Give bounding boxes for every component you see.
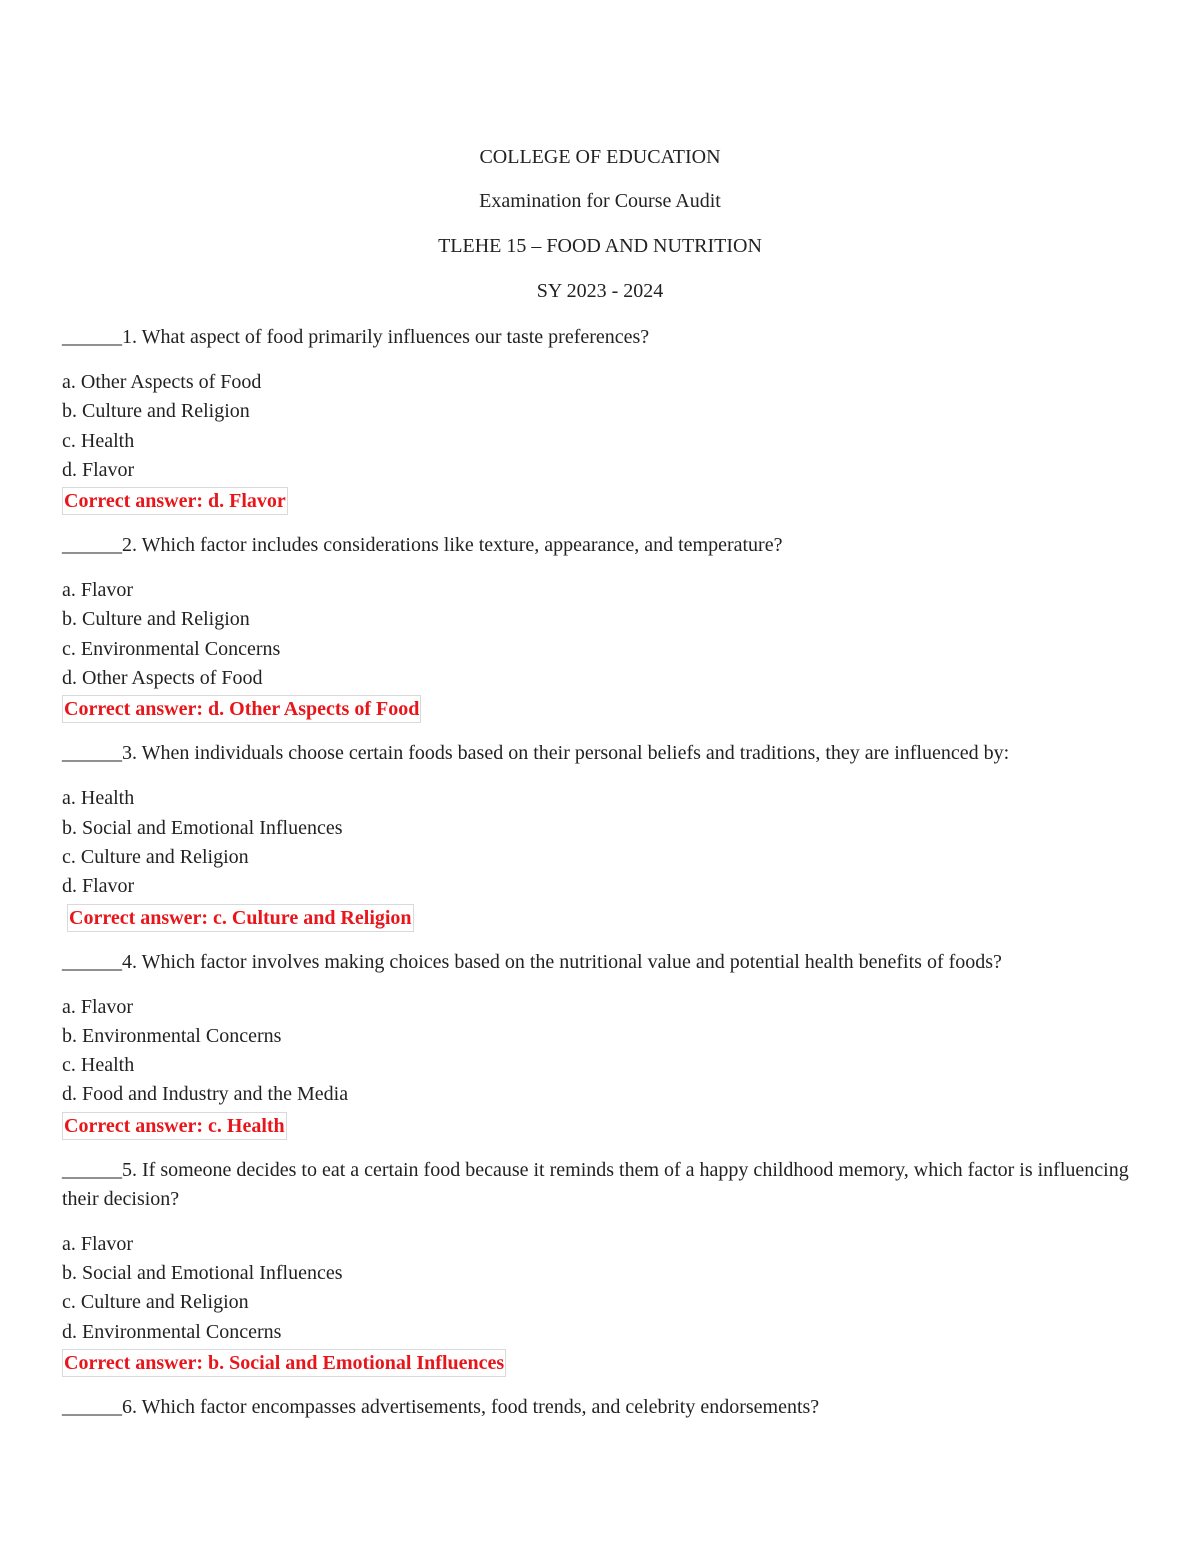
- correct-answer: Correct answer: d. Flavor: [62, 487, 288, 515]
- question-block-3: [62, 739, 1142, 947]
- option-a: a. Flavor: [62, 1232, 134, 1255]
- correct-answer: Correct answer: b. Social and Emotional Influences: [62, 1349, 506, 1377]
- question-block-6: [62, 1393, 1142, 1422]
- question-block-4: [62, 948, 1142, 1156]
- correct-answer: Correct answer: c. Culture and Religion: [67, 904, 414, 932]
- option-b: b. Environmental Concerns: [62, 1024, 282, 1047]
- exam-title: Examination for Course Audit: [479, 190, 721, 212]
- question-text: ______1. What aspect of food primarily influences our taste preferences?: [62, 326, 650, 348]
- option-b: b. Culture and Religion: [62, 400, 250, 423]
- option-c: c. Culture and Religion: [62, 845, 249, 868]
- correct-answer: Correct answer: d. Other Aspects of Food: [62, 695, 421, 723]
- option-d: d. Other Aspects of Food: [62, 667, 263, 690]
- question-text: ______6. Which factor encompasses advertisements, food trends, and celebrity endorsements?: [62, 1395, 820, 1418]
- option-d: d. Flavor: [62, 458, 135, 481]
- option-c: c. Health: [62, 1054, 135, 1077]
- option-a: a. Flavor: [62, 579, 134, 602]
- question-text: ______3. When individuals choose certain foods based on their personal beliefs and traditions, they are influenced by:: [62, 742, 1010, 765]
- college-name: COLLEGE OF EDUCATION: [479, 146, 721, 168]
- question-block-2: [62, 531, 1142, 739]
- option-b: b. Culture and Religion: [62, 608, 250, 631]
- option-d: d. Flavor: [62, 875, 135, 898]
- option-d: d. Environmental Concerns: [62, 1320, 282, 1343]
- option-a: a. Flavor: [62, 995, 134, 1018]
- option-c: c. Environmental Concerns: [62, 637, 281, 660]
- option-a: a. Other Aspects of Food: [62, 371, 262, 393]
- question-block-5: [62, 1156, 1142, 1393]
- question-text: ______4. Which factor involves making choices based on the nutritional value and potential health benefits of foods?: [62, 950, 1002, 973]
- option-list: [62, 368, 1142, 485]
- option-c: c. Culture and Religion: [62, 1291, 249, 1314]
- option-c: c. Health: [62, 429, 135, 452]
- course-title: TLEHE 15 – FOOD AND NUTRITION: [438, 235, 762, 257]
- option-a: a. Health: [62, 787, 135, 810]
- option-list: [62, 784, 1142, 901]
- question-list: [62, 323, 1142, 1438]
- school-year: SY 2023 - 2024: [536, 280, 664, 302]
- option-list: [62, 576, 1142, 693]
- question-text: ______2. Which factor includes considerations like texture, appearance, and temperature?: [62, 534, 783, 557]
- option-list: [62, 1230, 1142, 1347]
- option-d: d. Food and Industry and the Media: [62, 1083, 349, 1106]
- option-list: [62, 993, 1142, 1110]
- question-block-1: [62, 323, 1142, 531]
- option-b: b. Social and Emotional Influences: [62, 816, 343, 839]
- option-b: b. Social and Emotional Influences: [62, 1262, 343, 1285]
- question-text: ______5. If someone decides to eat a certain food because it reminds them of a happy childhood memory, which factor is influencing their decision?: [62, 1158, 1129, 1210]
- correct-answer: Correct answer: c. Health: [62, 1112, 287, 1140]
